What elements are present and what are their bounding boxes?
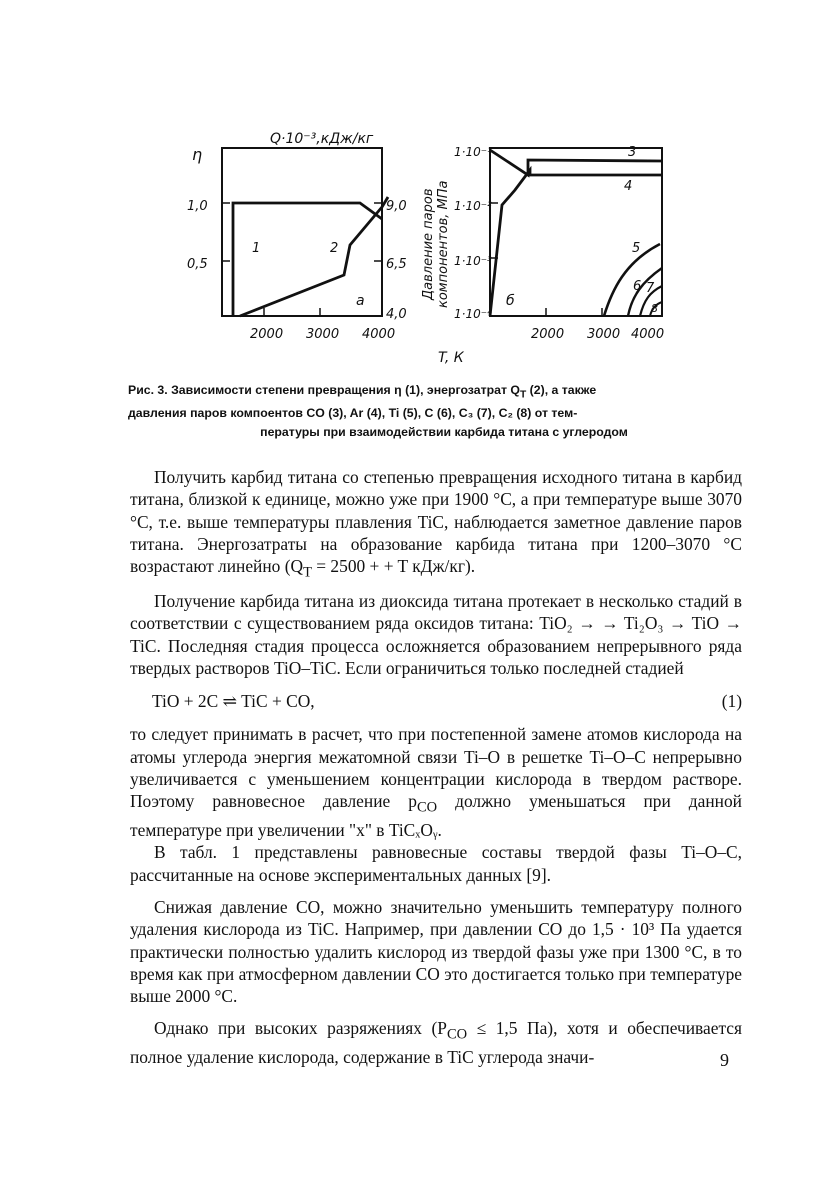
right-tick-4-0: 4,0 [386, 307, 407, 322]
curve-label-4: 4 [624, 179, 633, 194]
right-y-tick-1e-2: 1·10⁻² [454, 199, 492, 213]
panel-letter-b: б [506, 293, 515, 309]
right-y-tick-1e-3: 1·10⁻³ [454, 254, 492, 268]
caption-line-3: пературы при взаимодействии карбида титана с углеродом [260, 425, 628, 440]
right-x-tick-2000: 2000 [531, 327, 565, 342]
curve-label-7: 7 [646, 281, 655, 296]
left-x-tick-3000: 3000 [306, 327, 340, 342]
paragraph-5: Снижая давление CO, можно значительно уменьшить температуру полного удаления кислорода из TiC. Например, при давлении CO до 1,5 · 10³ Па удается практически полностью удалить кислород из твердой фазы уже при 1300 °C, в то время как при атмосферном давлении CO это достигается только при температуре выше 2000 °C. [130, 896, 742, 1007]
left-axis-title: η [192, 145, 203, 164]
paragraph-1: Получить карбид титана со степенью превращения исходного титана в карбид титана, близкой к единице, можно уже при 1900 °C, а при температуре выше 3070 °C, т.е. выше температуры плавления TiC, наблюдается заметное давление паров титана. Энергозатраты на образование карбида титана при 1200–3070 °C возрастают линейно ($Q_T = 2500$ + + T кДж/кг). [130, 467, 742, 581]
page-number: 9 [720, 1050, 729, 1070]
right-x-tick-4000: 4000 [631, 327, 665, 342]
paragraph-6: Однако при высоких разряжениях ($P_{CO} \le 1,5$ Па), хотя и обеспечивается полное удаление кислорода, содержание в TiC углерода значи- [130, 1018, 742, 1068]
left-tick-0-5: 0,5 [187, 257, 208, 272]
curve-label-8: 8 [651, 302, 658, 315]
curve-label-5: 5 [632, 241, 641, 256]
figure-caption [128, 381, 760, 442]
left-x-tick-4000: 4000 [362, 327, 396, 342]
equation-number: (1) [721, 691, 742, 712]
curve-label-6: 6 [633, 279, 642, 294]
curve-label-3: 3 [628, 145, 637, 160]
paragraph-2: Получение карбида титана из диоксида титана протекает в несколько стадий в соответствии с существованием ряда оксидов титана: TiO₂ → → Ti₂O₃ → TiO → TiC. Последняя стадия процесса осложняется образованием непрерывного ряда твердых растворов TiO–TiC. Если ограничиться только последней стадией [130, 590, 742, 678]
right-tick-9-0: 9,0 [386, 199, 407, 214]
left-panel [187, 131, 407, 342]
curve-label-1: 1 [252, 241, 261, 256]
equation-text: TiO + 2C ⇌ TiC + CO, [152, 691, 315, 712]
paragraph-4: В табл. 1 представлены равновесные составы твердой фазы Ti–O–C, рассчитанные на основе экспериментальных данных [9]. [130, 842, 742, 885]
panel-letter-a: а [356, 293, 365, 309]
right-x-tick-3000: 3000 [587, 327, 621, 342]
curve-2 [240, 197, 388, 316]
body-text [130, 466, 742, 1069]
left-x-tick-2000: 2000 [250, 327, 284, 342]
caption-line-1: Рис. 3. Зависимости степени превращения η (1), энергозатрат $Q_Т$ (2), а также [128, 383, 597, 401]
equation-1 [130, 690, 742, 712]
right-y-tick-1e-1: 1·10⁻¹ [454, 145, 492, 159]
figure-3 [0, 0, 840, 380]
left-top-axis-label: Q·10⁻³,кДж/кг [270, 131, 374, 147]
right-y-axis-title-2: компонентов, МПа [436, 180, 451, 308]
caption-line-2: давления паров компоентов CO (3), Ar (4), Ti (5), C (6), C₃ (7), C₂ (8) от тем- [128, 406, 578, 421]
right-panel [454, 145, 664, 342]
paragraph-3: то следует принимать в расчет, что при постепенной замене атомов кислорода на атомы углерода энергия межатомной связи Ti–O в решетке Ti–O–C непрерывно увеличивается с уменьшением концентрации кислорода в твердом растворе. Поэтому равновесное давление $p_{CO}$ должно уменьшаться при данной температуре при увеличении "x" в TiCₓOᵧ. [130, 724, 742, 841]
right-tick-6-5: 6,5 [386, 257, 407, 272]
right-y-tick-1e-4: 1·10⁻⁴ [454, 307, 492, 321]
left-tick-1-0: 1,0 [187, 199, 208, 214]
x-axis-title: T, К [438, 350, 464, 366]
curve-label-2: 2 [330, 241, 339, 256]
right-y-axis-title-1: Давление паров [421, 188, 436, 300]
